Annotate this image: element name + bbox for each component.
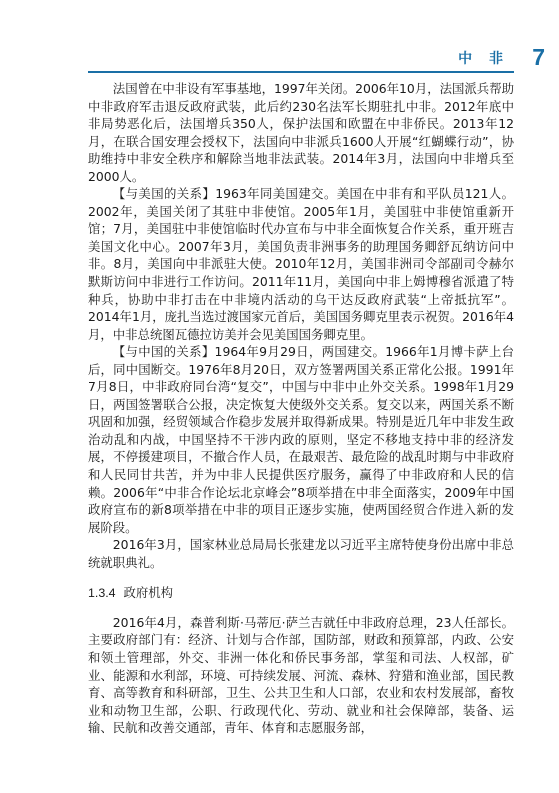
page-number: 7: [532, 44, 545, 70]
page-body: [88, 80, 514, 737]
chapter-title: 中 非: [458, 51, 509, 67]
paragraph-china-relations: 【与中国的关系】1964年9月29日，两国建交。1966年1月博卡萨上台后，同中国断交。1976年8月20日，双方签署两国关系正常化公报。1991年7月8日，中非政府同台湾“复交”，中国与中非中止外交关系。1998年1月29日，两国签署联合公报，决定恢复大使级外交关系。复交以来，两国关系不断巩固和加强，经贸领域合作稳步发展并取得新成果。特别是近几年中非发生政治动乱和内战，中国坚持不干涉内政的原则，坚定不移地支持中非的经济发展，不停援建项目，不撤合作人员，在最艰苦、最危险的战乱时期与中非政府和人民同甘共苦，并为中非人民提供医疗服务，赢得了中非政府和人民的信赖。2006年“中非合作论坛北京峰会”8项举措在中非全面落实，2009年中国政府宣布的新8项举措在中非的项目正逐步实施，使两国经贸合作进入新的发展阶段。: [88, 344, 514, 535]
paragraph-government: 2016年4月，森普利斯·马蒂厄·萨兰吉就任中非政府总理，23人任部长。主要政府部门有：经济、计划与合作部，国防部，财政和预算部，内政、公安和领土管理部，外交、非洲一体化和侨民事务部，掌玺和司法、人权部，矿业、能源和水利部，环境、可持续发展、河流、森林、狩猎和渔业部，国民教育、高等教育和科研部，卫生、公共卫生和人口部，农业和农村发展部，畜牧业和动物卫生部，公职、行政现代化、劳动、就业和社会保障部，装备、运输、民航和改善交通部，青年、体育和志愿服务部，: [88, 614, 514, 736]
page-header: [0, 40, 559, 72]
header-rule: [88, 71, 514, 73]
paragraph-us-relations: 【与美国的关系】1963年同美国建交。美国在中非有和平队员121人。2002年，美国关闭了其驻中非使馆。2005年1月，美国驻中非使馆重新开馆；7月，美国驻中非使馆临时代办宣布与中非全面恢复合作关系，重开班吉美国文化中心。2007年3月，美国负责非洲事务的助理国务卿舒瓦纳访问中非。8月，美国向中非派驻大使。2010年12月，美国非洲司令部副司令赫尔默斯访问中非进行工作访问。2011年11月，美国向中非上姆博穆省派遣了特种兵，协助中非打击在中非境内活动的乌干达反政府武装“上帝抵抗军”。2014年1月，庞扎当选过渡国家元首后，美国国务卿克里表示祝贺。2016年4月，中非总统图瓦德拉访美并会见美国国务卿克里。: [88, 186, 514, 342]
paragraph-inauguration: 2016年3月，国家林业总局局长张建龙以习近平主席特使身份出席中非总统就职典礼。: [88, 537, 514, 570]
section-heading: [88, 584, 514, 603]
paragraph-france-relations: 法国曾在中非设有军事基地，1997年关闭。2006年10月，法国派兵帮助中非政府军击退反政府武装，此后约230名法军长期驻扎中非。2012年底中非局势恶化后，法国增兵350人，保护法国和欧盟在中非侨民。2013年12月，在联合国安理会授权下，法国向中非派兵1600人开展“红蝴蝶行动”，协助维持中非安全秩序和解除当地非法武装。2014年3月，法国向中非增兵至2000人。: [88, 81, 514, 184]
section-title: 政府机构: [123, 585, 174, 601]
section-number: 1.3.4: [88, 586, 116, 601]
